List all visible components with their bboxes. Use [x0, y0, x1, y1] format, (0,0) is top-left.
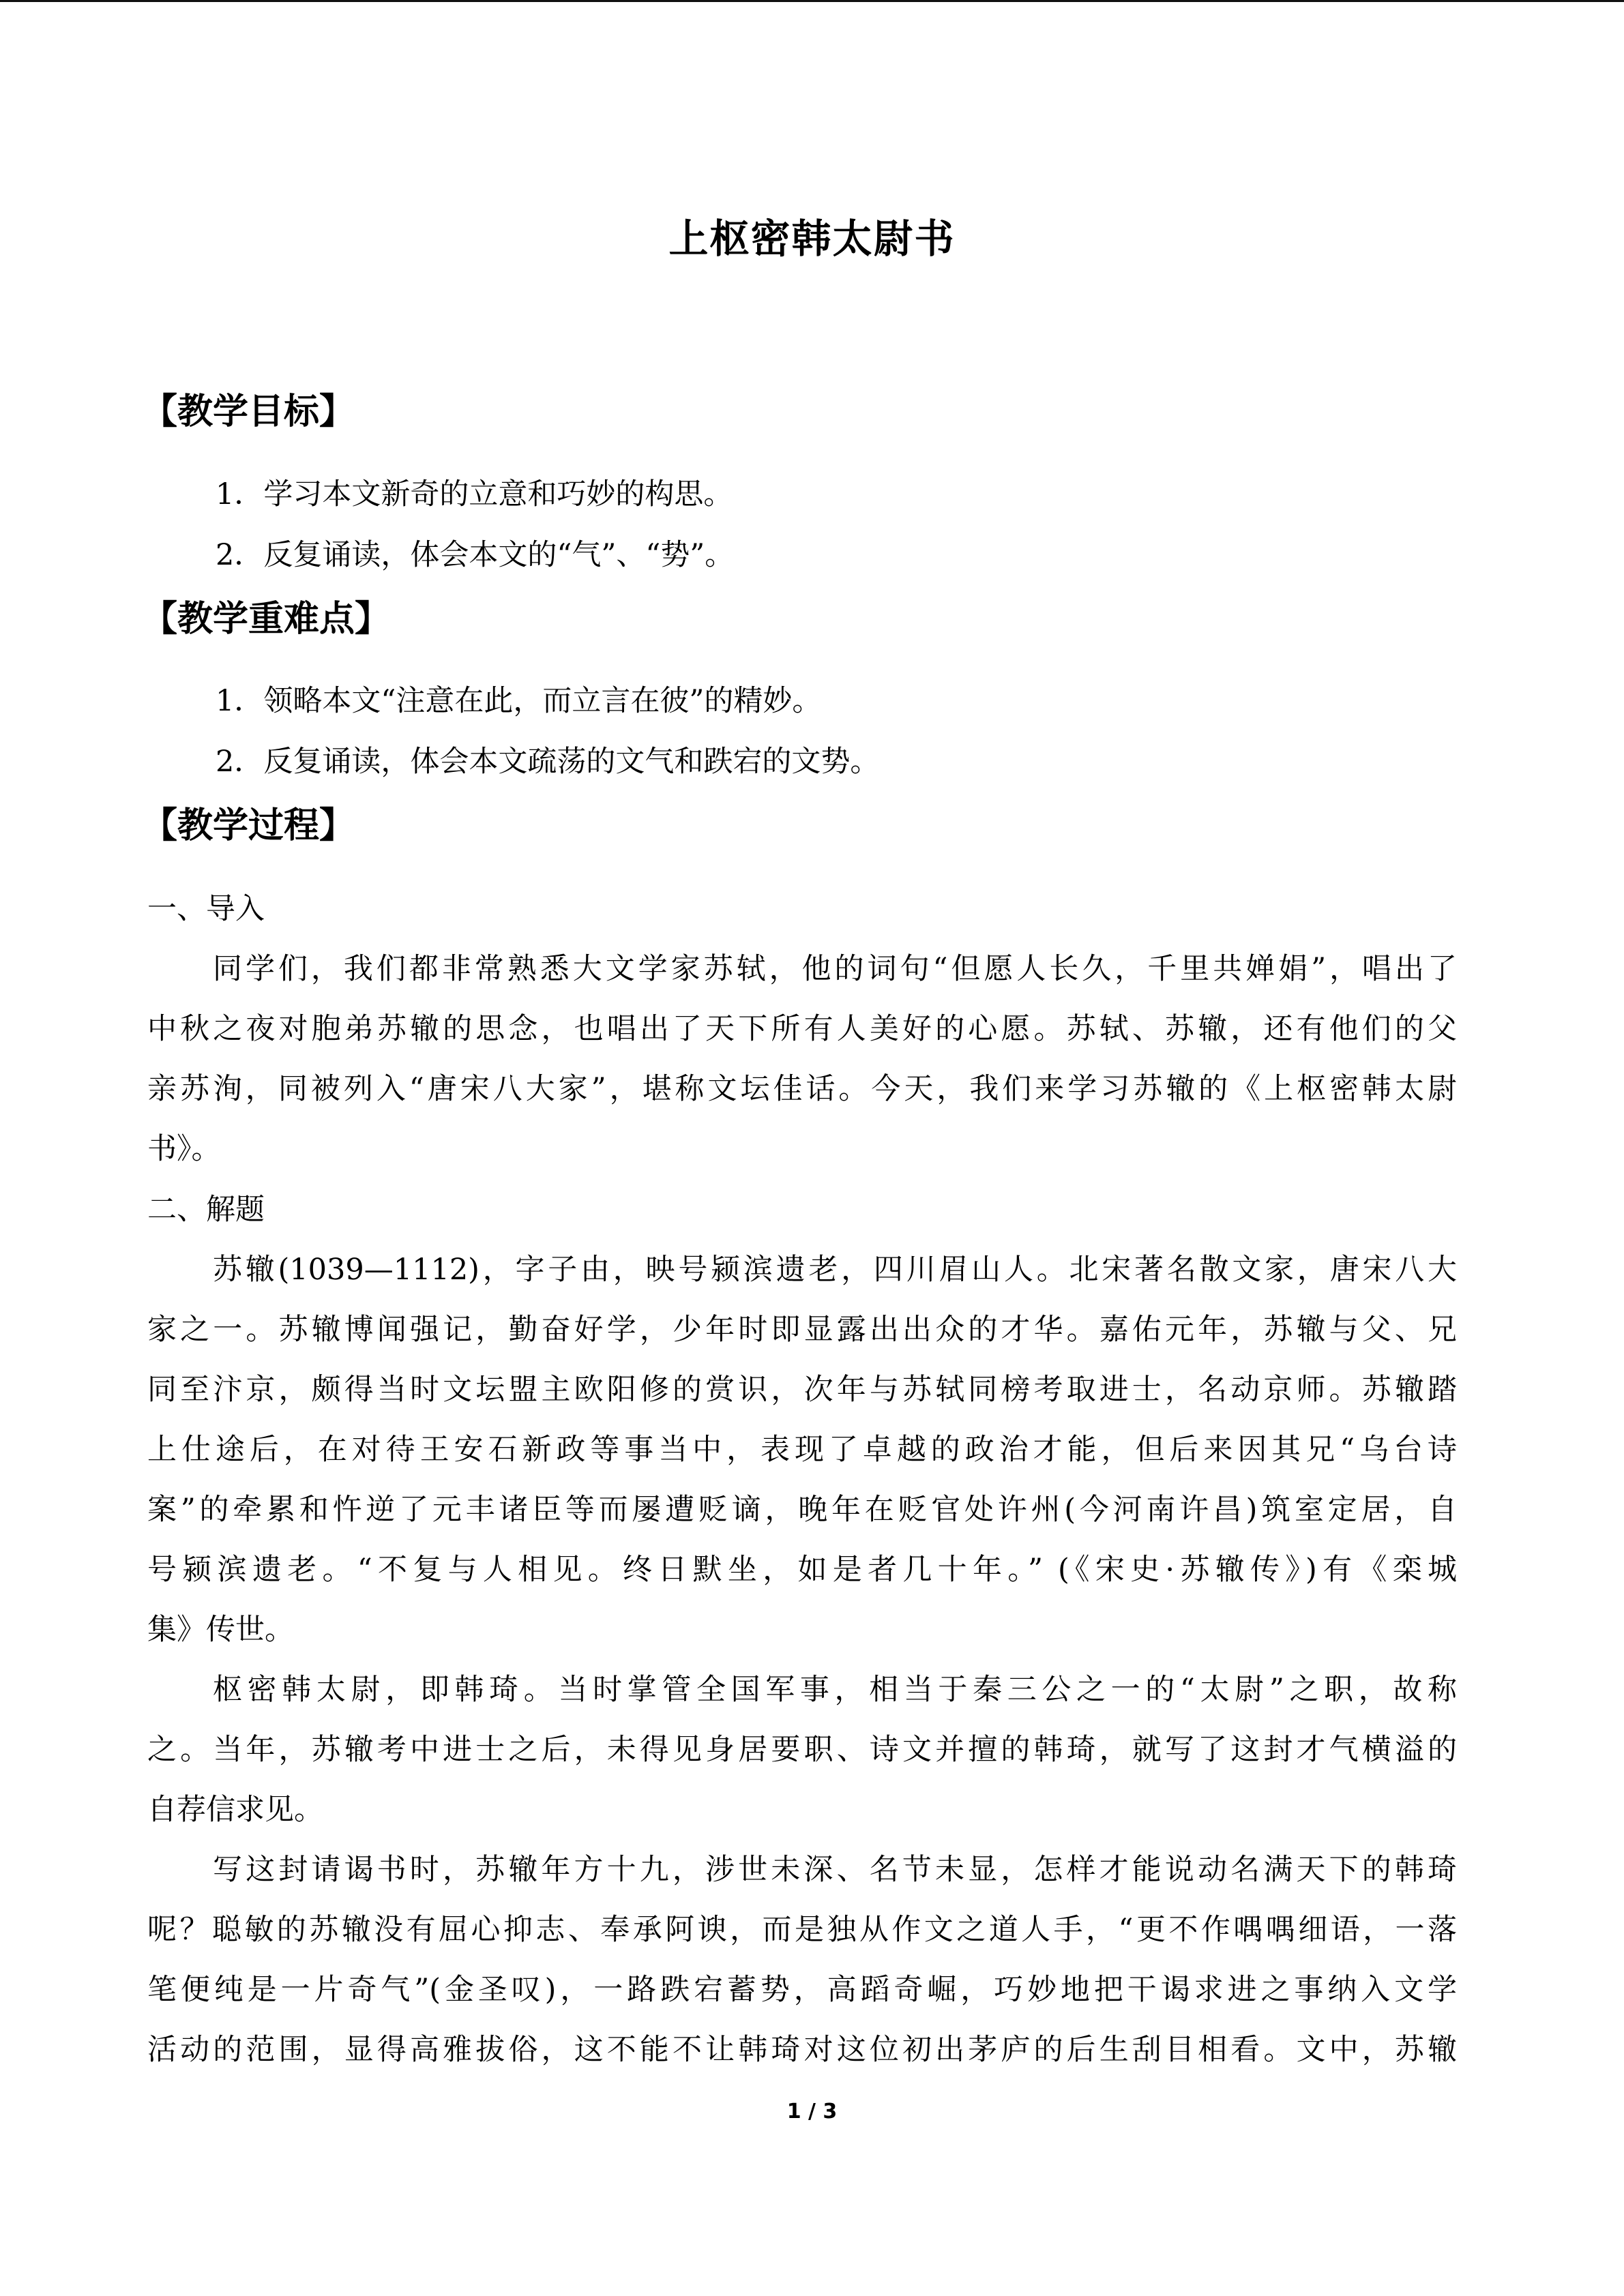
paragraph-line: 枢密韩太尉，即韩琦。当时掌管全国军事，相当于秦三公之一的“太尉”之职，故称 — [213, 1673, 1457, 1707]
page-top-border — [0, 0, 1624, 2]
paragraph-line: 同至汴京，颇得当时文坛盟主欧阳修的赏识，次年与苏轼同榜考取进士，名动京师。苏辙踏 — [147, 1373, 1457, 1407]
paragraph-line: 自荐信求见。 — [147, 1793, 323, 1827]
paragraph-line: 书》。 — [147, 1132, 221, 1166]
intro-paragraph — [147, 939, 1457, 1179]
section-heading-goals: 【教学目标】 — [142, 391, 355, 432]
paragraph-line: 案”的牵累和忤逆了元丰诸臣等而屡遭贬谪，晚年在贬官处许州(今河南许昌)筑室定居，自 — [147, 1493, 1457, 1527]
paragraph-line: 苏辙(1039—1112)，字子由，映号颍滨遗老，四川眉山人。北宋著名散文家，唐宋八大 — [213, 1253, 1457, 1287]
paragraph-line: 上仕途后，在对待王安石新政等事当中，表现了卓越的政治才能，但后来因其兄“乌台诗 — [147, 1433, 1457, 1467]
paragraph-line: 中秋之夜对胞弟苏辙的思念，也唱出了天下所有人美好的心愿。苏轼、苏辙，还有他们的父 — [147, 1012, 1457, 1046]
paragraph-line: 同学们，我们都非常熟悉大文学家苏轼，他的词句“但愿人长久，千里共婵娟”，唱出了 — [213, 952, 1457, 986]
page-title: 上枢密韩太尉书 — [668, 215, 956, 262]
goal-item-1: 1．学习本文新奇的立意和巧妙的构思。 — [216, 477, 733, 511]
page-number: 1 / 3 — [786, 2100, 838, 2123]
paragraph-line: 呢？聪敏的苏辙没有屈心抑志、奉承阿谀，而是独从作文之道人手，“更不作喁喁细语，一落 — [147, 1913, 1457, 1947]
recipient-paragraph — [147, 1660, 1457, 1840]
subheading-intro: 一、导入 — [147, 892, 265, 926]
paragraph-line: 活动的范围，显得高雅拔俗，这不能不让韩琦对这位初出茅庐的后生刮目相看。文中，苏辙 — [147, 2033, 1457, 2067]
paragraph-line: 号颍滨遗老。“不复与人相见。终日默坐，如是者几十年。” (《宋史·苏辙传》)有《栾城 — [147, 1553, 1457, 1587]
keypoint-item-1: 1．领略本文“注意在此，而立言在彼”的精妙。 — [216, 684, 822, 718]
paragraph-line: 家之一。苏辙博闻强记，勤奋好学，少年时即显露出出众的才华。嘉佑元年，苏辙与父、兄 — [147, 1313, 1457, 1347]
subheading-explanation: 二、解题 — [147, 1193, 265, 1227]
context-paragraph — [147, 1840, 1457, 2080]
paragraph-line: 集》传世。 — [147, 1613, 294, 1647]
paragraph-line: 笔便纯是一片奇气”(金圣叹)，一路跌宕蓄势，高蹈奇崛，巧妙地把干谒求进之事纳入文学 — [147, 1973, 1457, 2007]
paragraph-line: 亲苏洵，同被列入“唐宋八大家”，堪称文坛佳话。今天，我们来学习苏辙的《上枢密韩太尉 — [147, 1072, 1457, 1106]
author-paragraph — [147, 1240, 1457, 1660]
section-heading-keypoints: 【教学重难点】 — [142, 599, 391, 640]
section-heading-process: 【教学过程】 — [142, 805, 355, 846]
paragraph-line: 之。当年，苏辙考中进士之后，未得见身居要职、诗文并擅的韩琦，就写了这封才气横溢的 — [147, 1733, 1457, 1767]
goal-item-2: 2．反复诵读，体会本文的“气”、“势”。 — [216, 538, 735, 572]
paragraph-line: 写这封请谒书时，苏辙年方十九，涉世未深、名节未显，怎样才能说动名满天下的韩琦 — [213, 1853, 1457, 1887]
keypoint-item-2: 2．反复诵读，体会本文疏荡的文气和跌宕的文势。 — [216, 745, 880, 779]
